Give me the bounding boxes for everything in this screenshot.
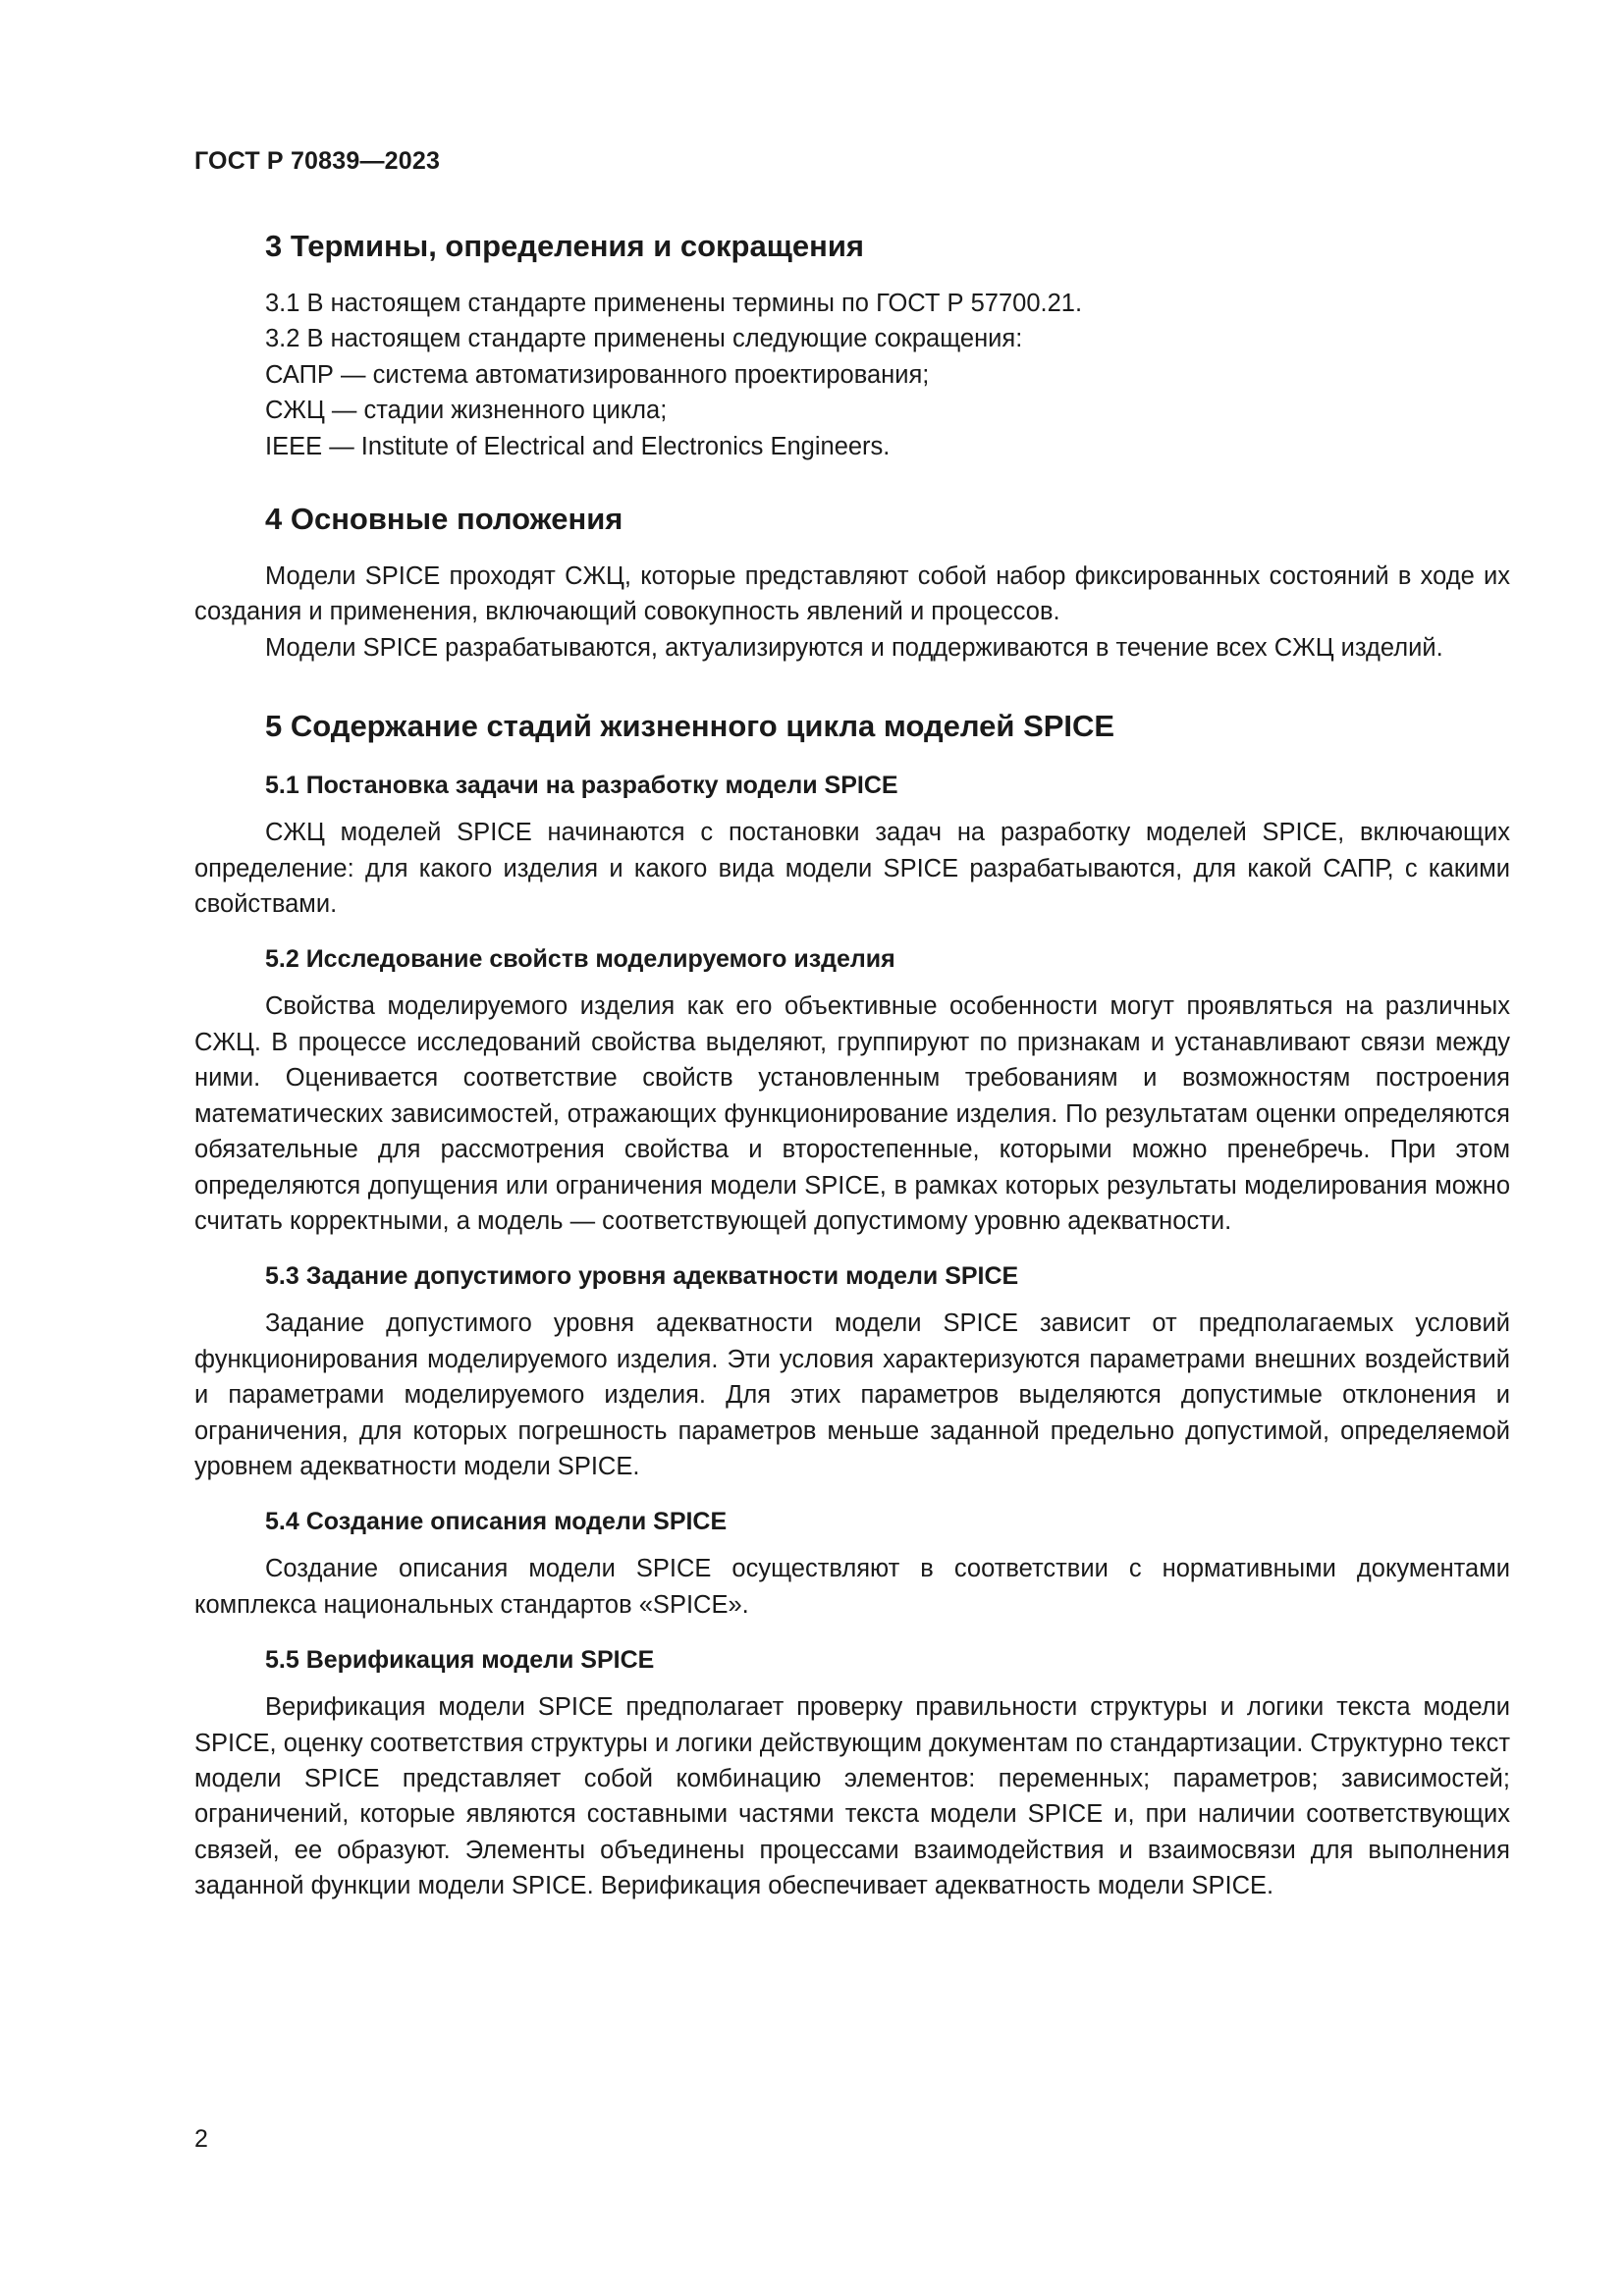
subsection-5-3-title: 5.3 Задание допустимого уровня адекватности модели SPICE xyxy=(265,1262,1019,1291)
section-4-title: 4 Основные положения xyxy=(265,502,623,537)
subsection-5-5-text: Верификация модели SPICE предполагает проверку правильности структуры и логики текста модели SPICE, оценку соответствия структуры и логики действующим документам по стандартизации. Структурно текст модели SPICE представляет собой комбинацию элементов: переменных; параметров; зависимостей; ограничений, которые являются составными частями текста модели SPICE и, при наличии соответствующих связей, ее образуют. Элементы объединены процессами взаимодействия и взаимосвязи для выполнения заданной функции модели SPICE. Верификация обеспечивает адекватность модели SPICE. xyxy=(194,1693,1510,1900)
subsection-5-1-title: 5.1 Постановка задачи на разработку модели SPICE xyxy=(265,772,898,800)
subsection-5-2-title: 5.2 Исследование свойств моделируемого изделия xyxy=(265,945,895,974)
subsection-5-3-text: Задание допустимого уровня адекватности модели SPICE зависит от предполагаемых условий функционирования моделируемого изделия. Эти условия характеризуются параметрами внешних воздействий и параметрами моделируемого изделия. Для этих параметров выделяются допустимые отклонения и ограничения, для которых погрешность параметров меньше заданной предельно допустимой, определяемой уровнем адекватности модели SPICE. xyxy=(194,1309,1510,1480)
subsection-5-4-text: Создание описания модели SPICE осуществляют в соответствии с нормативными документами комплекса национальных стандартов «SPICE». xyxy=(194,1555,1510,1619)
subsection-5-2-text: Свойства моделируемого изделия как его объективные особенности могут проявляться на различных СЖЦ. В процессе исследований свойства выделяют, группируют по признакам и устанавливают связи между ними. Оценивается соответствие свойств установленным требованиям и возможностям построения математических зависимостей, отражающих функционирование изделия. По результатам оценки определяются обязательные для рассмотрения свойства и второстепенные, которыми можно пренебречь. При этом определяются допущения или ограничения модели SPICE, в рамках которых результаты моделирования можно считать корректными, а модель — соответствующей допустимому уровню адекватности. xyxy=(194,992,1510,1235)
section-4-paragraph: Модели SPICE проходят СЖЦ, которые представляют собой набор фиксированных состояний в ходе их создания и применения, включающий совокупность явлений и процессов. xyxy=(194,562,1510,626)
page-content xyxy=(194,221,1510,1904)
section-5-title: 5 Содержание стадий жизненного цикла моделей SPICE xyxy=(265,709,1115,744)
section-3-line: САПР — система автоматизированного проектирования; xyxy=(265,360,930,389)
subsection-5-4-title: 5.4 Создание описания модели SPICE xyxy=(265,1508,728,1536)
section-3-line: IEEE — Institute of Electrical and Electronics Engineers. xyxy=(265,432,891,460)
section-3-line: СЖЦ — стадии жизненного цикла; xyxy=(265,397,668,425)
section-3-line: 3.1 В настоящем стандарте применены термины по ГОСТ Р 57700.21. xyxy=(265,290,1083,317)
section-3-title: 3 Термины, определения и сокращения xyxy=(265,229,864,263)
document-code: ГОСТ Р 70839—2023 xyxy=(194,147,441,175)
section-4-paragraph: Модели SPICE разрабатываются, актуализируются и поддерживаются в течение всех СЖЦ изделий. xyxy=(265,633,1443,662)
subsection-5-1-text: СЖЦ моделей SPICE начинаются с постановки задач на разработку моделей SPICE, включающих определение: для какого изделия и какого вида модели SPICE разрабатываются, для какой САПР, с какими свойствами. xyxy=(194,819,1510,919)
section-3-line: 3.2 В настоящем стандарте применены следующие сокращения: xyxy=(265,325,1023,353)
subsection-5-5-title: 5.5 Верификация модели SPICE xyxy=(265,1646,655,1675)
page-number: 2 xyxy=(194,2125,208,2153)
